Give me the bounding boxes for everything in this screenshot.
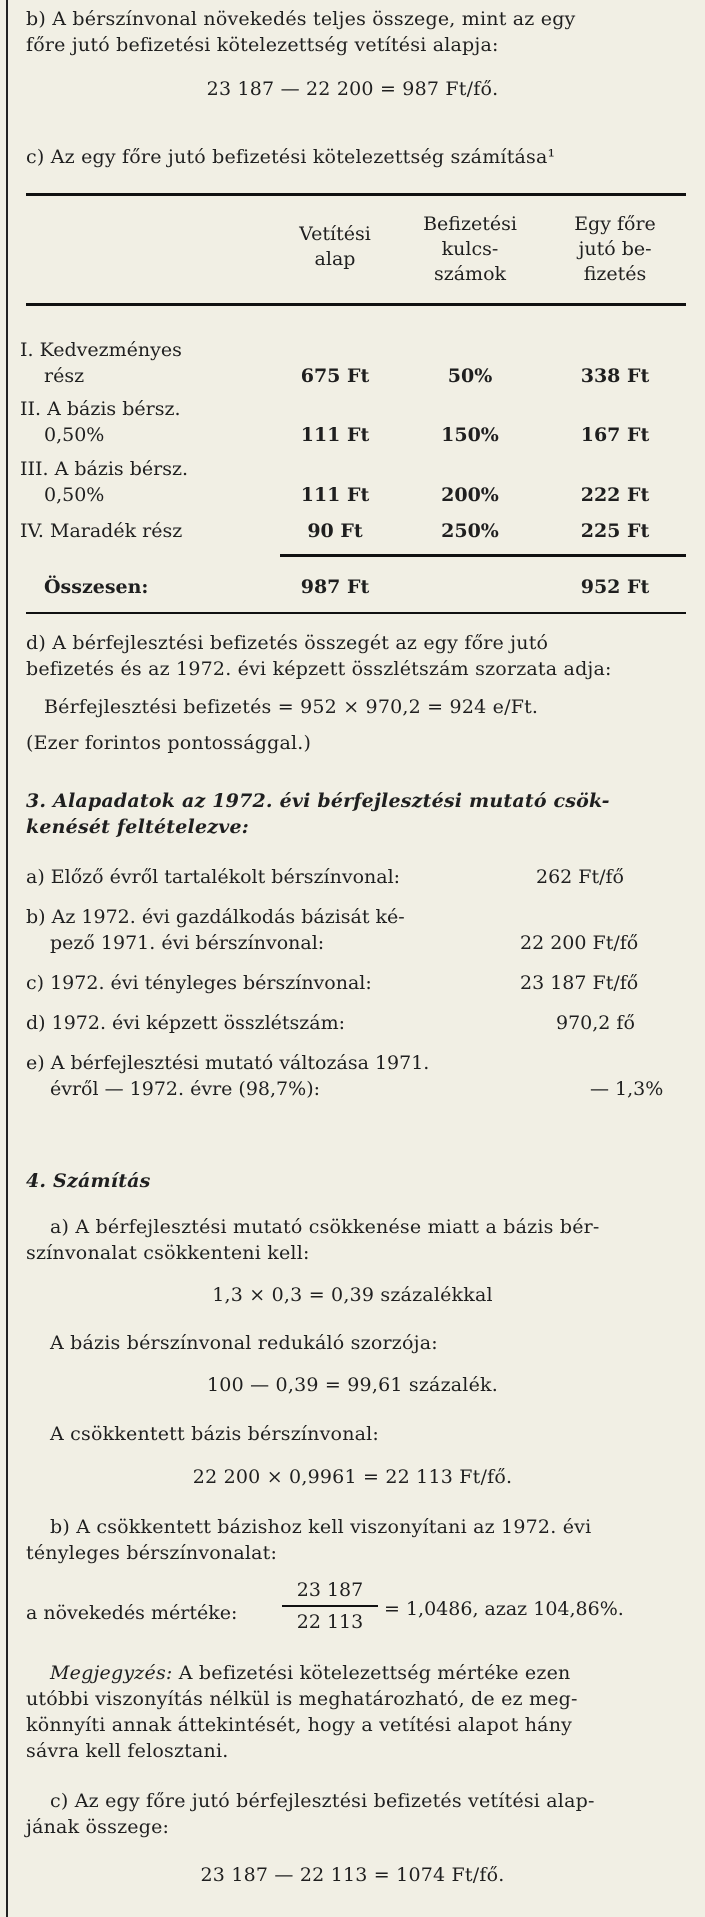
note-label: Megjegyzés: [50,1662,173,1684]
s4a-line1: a) A bérfejlesztési mutató csökkenése miatt a bázis bér- [50,1216,600,1238]
list-item-label: d) 1972. évi képzett összlétszám: [26,1012,346,1034]
s4-note-line1 [50,1660,691,1686]
table-sum-rule [280,554,686,557]
table-total-pay: 952 Ft [580,576,650,598]
table-cell-rate: 250% [441,520,499,542]
fraction-label: a növekedés mértéke: [26,1602,238,1624]
s4a-p2: A bázis bérszínvonal redukáló szorzója: [50,1332,438,1354]
col-header-pay [545,212,685,287]
s2b-formula: 23 187 — 22 200 = 987 Ft/fő. [206,78,499,100]
s4-note-line4: sávra kell felosztani. [26,1740,229,1762]
s4a-formula2: 100 — 0,39 = 99,61 százalék. [207,1374,498,1396]
s2c-title: c) Az egy főre jutó befizetési kötelezettség számítása¹ [26,146,556,168]
s2d-formula: Bérfejlesztési befizetés = 952 × 970,2 = 924 e/Ft. [44,696,539,718]
table-row-label: III. A bázis bérsz. [20,458,189,480]
s4a-p3: A csökkentett bázis bérszínvonal: [50,1423,380,1445]
table-cell-pay: 167 Ft [580,424,650,446]
col-header-pay-line: jutó be- [578,238,652,260]
col-header-rate [405,212,535,287]
list-item-value: — 1,3% [590,1078,664,1100]
s2b-line2: főre jutó befizetési kötelezettség vetítési alapja: [26,34,499,56]
list-item-value: 970,2 fő [556,1012,635,1034]
s4b-line1: b) A csökkentett bázishoz kell viszonyítani az 1972. évi [50,1516,592,1538]
s4-note-line3: könnyíti annak áttekintését, hogy a vetítési alapot hány [26,1714,573,1736]
table-cell-base: 111 Ft [300,424,370,446]
col-header-base-line: Vetítési [299,223,371,245]
s2d-line1: d) A bérfejlesztési befizetés összegét az egy főre jutó [26,632,549,654]
fraction-result: = 1,0486, azaz 104,86%. [384,1598,624,1620]
col-header-rate-line: Befizetési [423,213,517,235]
left-margin-line [6,0,8,1917]
table-cell-rate: 50% [447,365,493,387]
list-item-label: b) Az 1972. évi gazdálkodás bázisát ké- [26,906,405,928]
table-cell-rate: 200% [441,484,499,506]
table-cell-base: 90 Ft [307,520,363,542]
col-header-rate-line: kulcs- [441,238,499,260]
table-total-label: Összesen: [44,576,149,598]
fraction-numerator: 23 187 [296,1579,364,1601]
table-header-rule [26,303,686,306]
s4-title: 4. Számítás [26,1170,151,1192]
list-item-value: 262 Ft/fő [536,866,624,888]
list-item-label: c) 1972. évi tényleges bérszínvonal: [26,972,372,994]
s3-title-line2: kenését feltételezve: [26,816,249,838]
table-row-label-cont: 0,50% [44,484,105,506]
list-item-label-cont: pező 1971. évi bérszínvonal: [50,932,325,954]
list-item-label: e) A bérfejlesztési mutató változása 1971. [26,1052,430,1074]
table-row-label: II. A bázis bérsz. [20,398,181,420]
list-item-value: 22 200 Ft/fő [520,932,639,954]
table-row-label: IV. Maradék rész [20,520,183,542]
table-cell-pay: 222 Ft [580,484,650,506]
list-item-label-cont: évről — 1972. évre (98,7%): [50,1078,321,1100]
col-header-pay-line: fizetés [583,263,647,285]
s2d-note: (Ezer forintos pontossággal.) [26,732,312,754]
col-header-pay-line: Egy főre [574,213,656,235]
s4a-line2: színvonalat csökkenteni kell: [26,1242,310,1264]
s4a-formula3: 22 200 × 0,9961 = 22 113 Ft/fő. [192,1466,513,1488]
s4b-line2: tényleges bérszínvonalat: [26,1542,278,1564]
col-header-rate-line: számok [433,263,507,285]
s4-note-line2: utóbbi viszonyítás nélkül is meghatározható, de ez meg- [26,1688,578,1710]
table-cell-rate: 150% [441,424,499,446]
table-cell-pay: 225 Ft [580,520,650,542]
table-row-label-cont: 0,50% [44,424,105,446]
table-bottom-rule [26,612,686,614]
col-header-base [270,222,400,272]
table-row-label-cont: rész [44,365,85,387]
s4c-line2: jának összege: [26,1816,170,1838]
table-cell-pay: 338 Ft [580,365,650,387]
s2b-line1: b) A bérszínvonal növekedés teljes összege, mint az egy [26,8,576,30]
col-header-base-line: alap [314,248,356,270]
table-total-base: 987 Ft [300,576,370,598]
table-cell-base: 675 Ft [300,365,370,387]
list-item-value: 23 187 Ft/fő [520,972,639,994]
s4c-line1: c) Az egy főre jutó bérfejlesztési befizetés vetítési alap- [50,1790,595,1812]
s4c-formula: 23 187 — 22 113 = 1074 Ft/fő. [200,1864,505,1886]
s3-title-line1: 3. Alapadatok az 1972. évi bérfejlesztési mutató csök- [26,790,610,812]
table-cell-base: 111 Ft [300,484,370,506]
s2d-line2: befizetés és az 1972. évi képzett összlétszám szorzata adja: [26,658,612,680]
note-text: A befizetési kötelezettség mértéke ezen [172,1662,571,1684]
list-item-label: a) Előző évről tartalékolt bérszínvonal: [26,866,401,888]
table-row-label: I. Kedvezményes [20,339,182,361]
table-top-rule [26,193,686,196]
s4a-formula1: 1,3 × 0,3 = 0,39 százalékkal [212,1284,493,1306]
fraction-bar [282,1605,378,1607]
fraction-denominator: 22 113 [296,1611,364,1633]
